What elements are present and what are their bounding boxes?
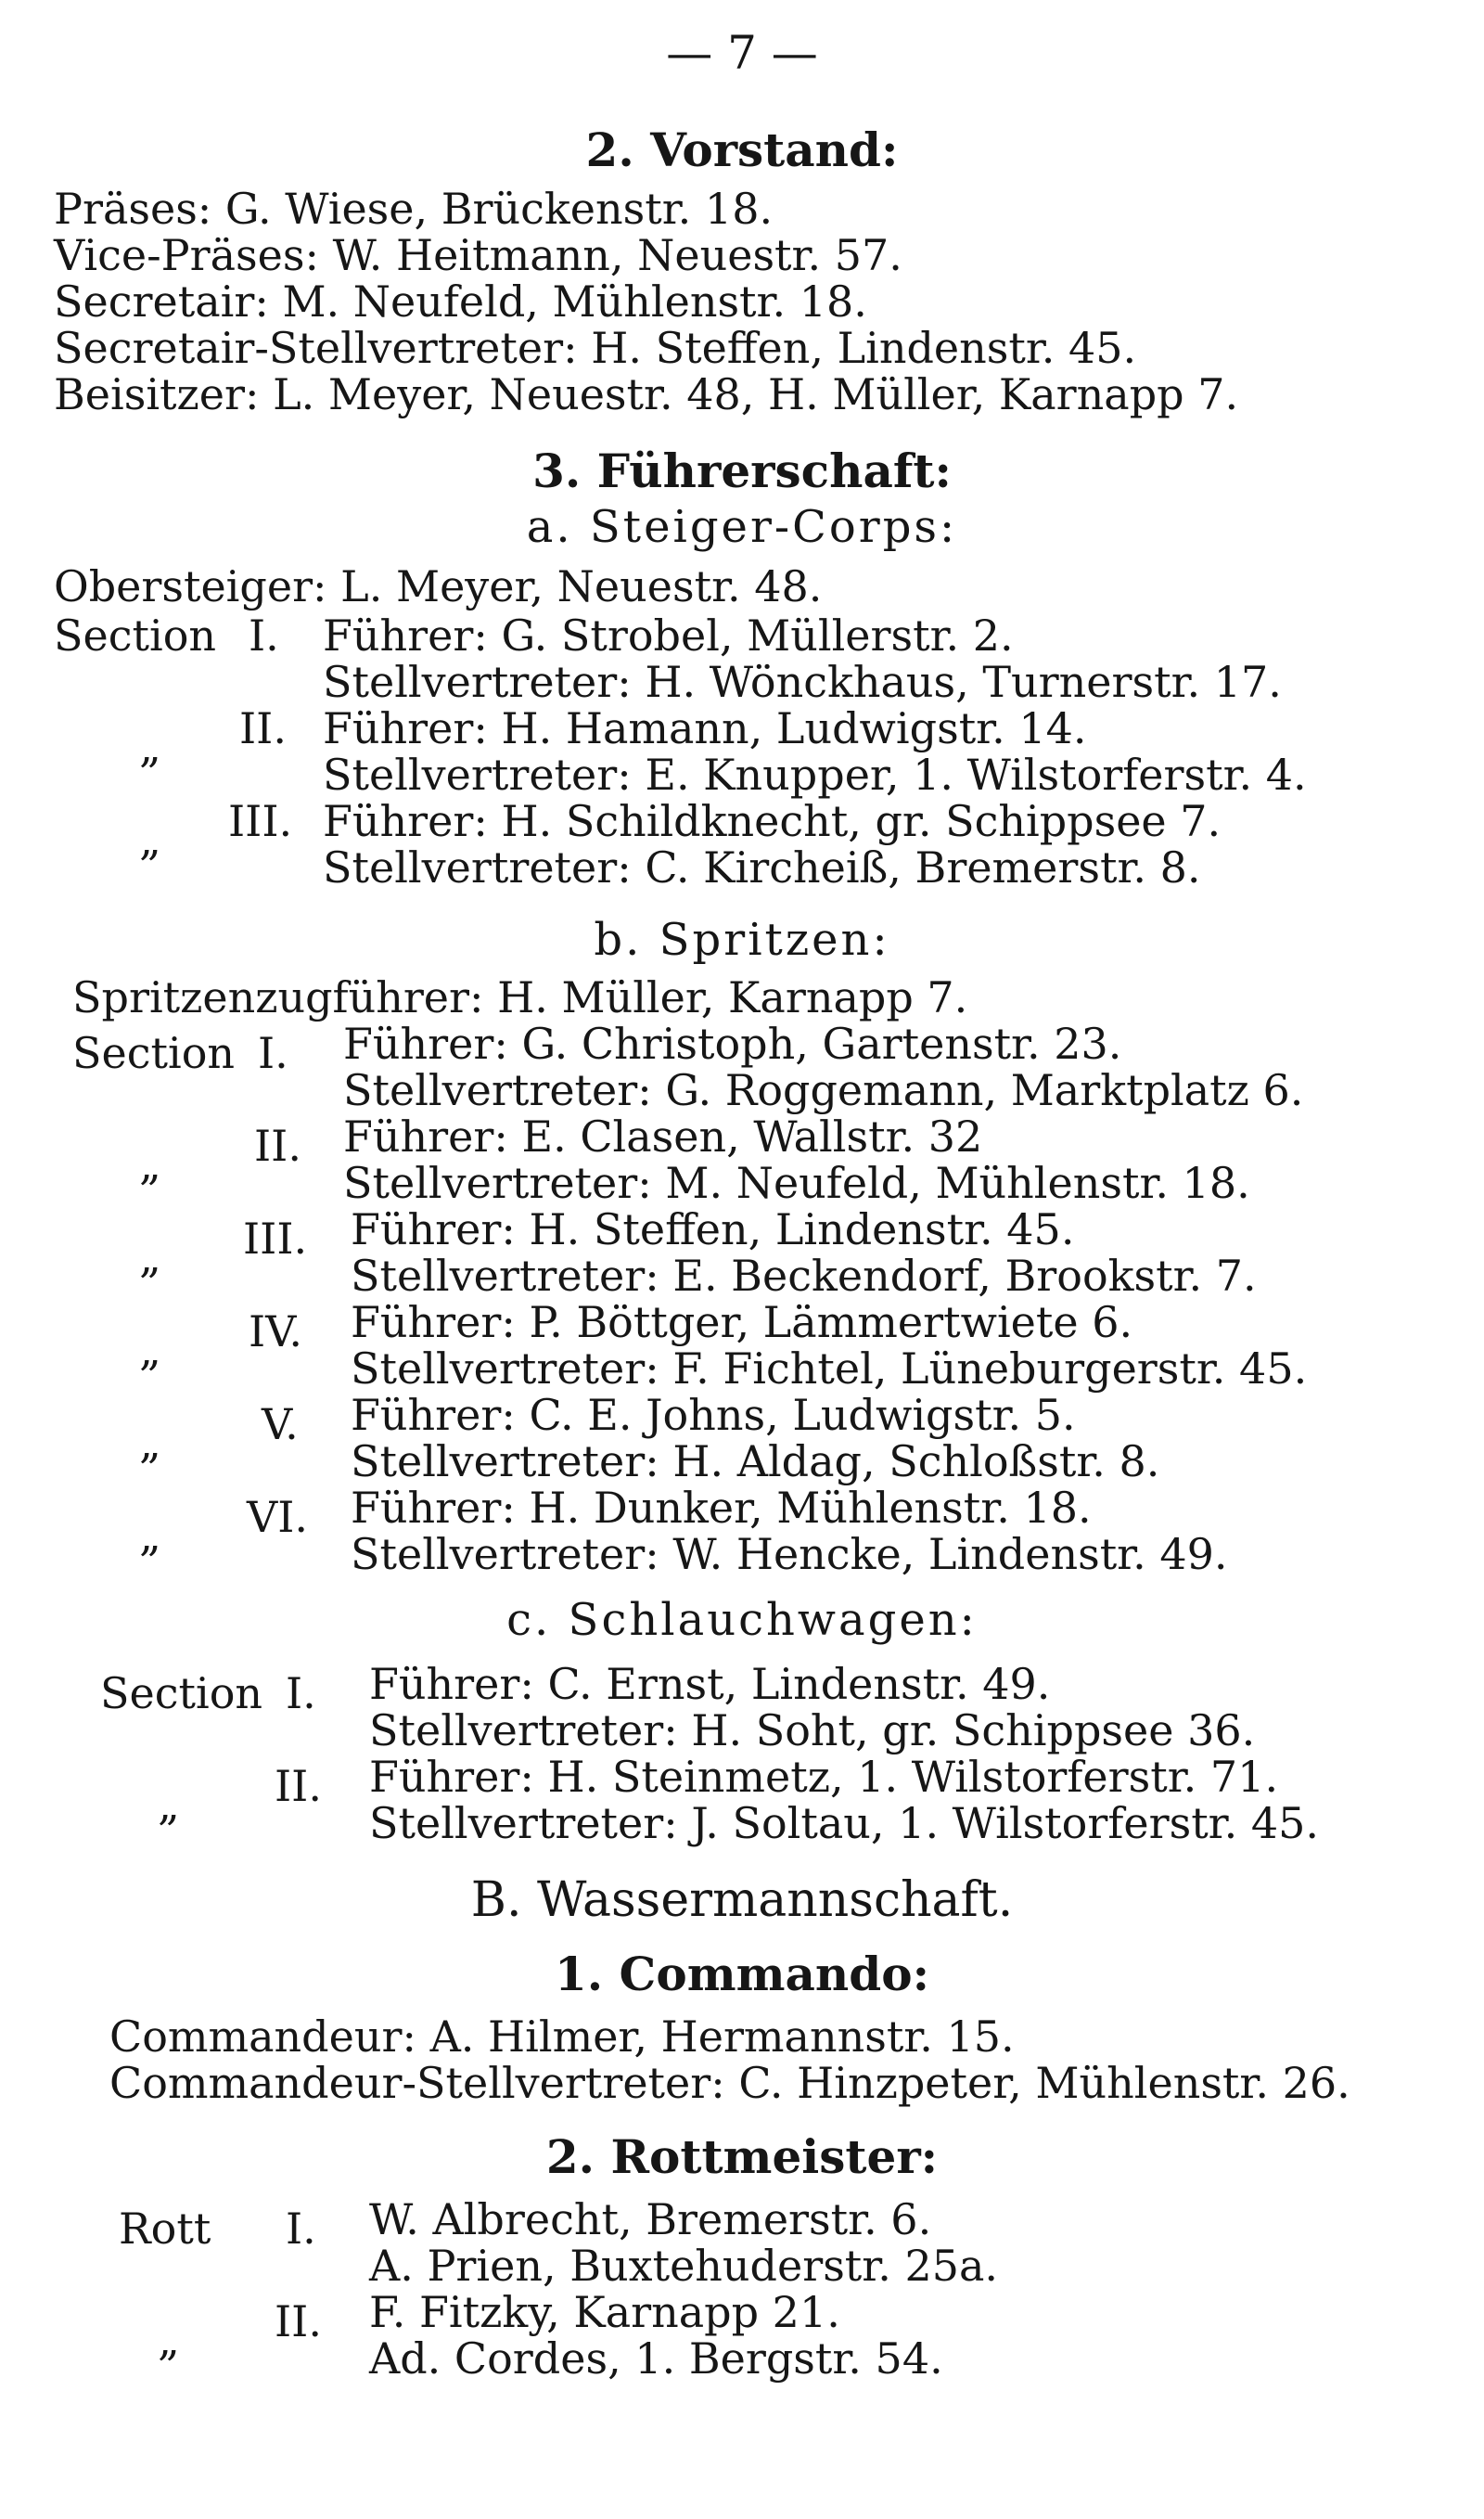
rottmeister-line: Ad. Cordes, 1. Bergstr. 54. — [369, 2333, 943, 2384]
vorstand-line: Secretair-Stellvertreter: H. Steffen, Lindenstr. 45. — [54, 323, 1137, 373]
stellvertreter-line: Stellvertreter: H. Wönckhaus, Turnerstr. 17. — [323, 657, 1282, 707]
vorstand-line: Beisitzer: L. Meyer, Neuestr. 48, H. Müller, Karnapp 7. — [54, 369, 1239, 419]
ditto-mark: „ — [139, 1510, 161, 1561]
section-number: I. — [258, 1028, 288, 1078]
rottmeister-line: A. Prien, Buxtehuderstr. 25a. — [369, 2241, 999, 2291]
fuehrer-line: Führer: H. Dunker, Mühlenstr. 18. — [351, 1483, 1092, 1533]
section-number: II. — [239, 703, 287, 753]
section-label: Section — [72, 1028, 236, 1078]
rottmeister-heading: 2. Rottmeister: — [545, 2129, 939, 2184]
section-number: III. — [243, 1214, 308, 1264]
fuehrer-line: Führer: G. Christoph, Gartenstr. 23. — [343, 1019, 1122, 1069]
section-number: VI. — [247, 1492, 309, 1542]
stellvertreter-line: Stellvertreter: M. Neufeld, Mühlenstr. 18. — [343, 1158, 1250, 1208]
ditto-mark: „ — [139, 1325, 161, 1375]
schlauchwagen-heading: c. Schlauchwagen: — [506, 1594, 978, 1646]
page-number: — 7 — — [666, 26, 818, 80]
wassermannschaft-heading: B. Wassermannschaft. — [470, 1872, 1014, 1928]
section-number: I. — [286, 1668, 316, 1718]
vorstand-line: Vice-Präses: W. Heitmann, Neuestr. 57. — [54, 230, 902, 280]
fuehrer-line: Führer: P. Böttger, Lämmertwiete 6. — [351, 1297, 1133, 1347]
stellvertreter-line: Stellvertreter: E. Beckendorf, Brookstr. 7. — [351, 1251, 1257, 1301]
stellvertreter-line: Stellvertreter: C. Kircheiß, Bremerstr. 8. — [323, 842, 1201, 893]
fuehrer-line: Führer: C. Ernst, Lindenstr. 49. — [369, 1659, 1051, 1709]
ditto-mark: „ — [139, 1232, 161, 1282]
section-label: Section — [54, 610, 217, 661]
ditto-mark: „ — [158, 2315, 180, 2365]
fuehrer-line: Führer: E. Clasen, Wallstr. 32 — [343, 1112, 983, 1162]
vorstand-heading: 2. Vorstand: — [585, 122, 899, 177]
ditto-mark: „ — [139, 815, 161, 865]
commando-heading: 1. Commando: — [554, 1947, 930, 2001]
stellvertreter-line: Stellvertreter: F. Fichtel, Lüneburgerstr. 45. — [351, 1343, 1308, 1394]
vorstand-line: Secretair: M. Neufeld, Mühlenstr. 18. — [54, 276, 867, 327]
spritzenzugfuehrer-line: Spritzenzugführer: H. Müller, Karnapp 7. — [72, 972, 968, 1022]
ditto-mark: „ — [158, 1780, 180, 1830]
section-number: II. — [254, 1121, 301, 1171]
stellvertreter-line: Stellvertreter: G. Roggemann, Marktplatz 6. — [343, 1065, 1304, 1115]
ditto-mark: „ — [139, 1139, 161, 1189]
fuehrer-line: Führer: G. Strobel, Müllerstr. 2. — [323, 610, 1014, 661]
fuehrerschaft-heading: 3. Führerschaft: — [532, 443, 952, 498]
stellvertreter-line: Stellvertreter: E. Knupper, 1. Wilstorferstr. 4. — [323, 750, 1307, 800]
stellvertreter-line: Stellvertreter: H. Soht, gr. Schippsee 36. — [369, 1705, 1256, 1755]
ditto-mark: „ — [139, 1418, 161, 1468]
fuehrer-line: Führer: H. Steinmetz, 1. Wilstorferstr. 71. — [369, 1752, 1279, 1802]
ditto-mark: „ — [139, 722, 161, 772]
section-number: V. — [262, 1399, 299, 1449]
section-label: Section — [100, 1668, 263, 1718]
stellvertreter-line: Stellvertreter: W. Hencke, Lindenstr. 49. — [351, 1529, 1228, 1579]
section-number: III. — [228, 796, 293, 846]
stellvertreter-line: Stellvertreter: H. Aldag, Schloßstr. 8. — [351, 1436, 1160, 1486]
fuehrer-line: Führer: H. Schildknecht, gr. Schippsee 7. — [323, 796, 1222, 846]
rott-label: Rott — [119, 2204, 211, 2254]
obersteiger-line: Obersteiger: L. Meyer, Neuestr. 48. — [54, 561, 823, 611]
section-number: IV. — [249, 1306, 302, 1356]
commando-line: Commandeur-Stellvertreter: C. Hinzpeter, Mühlenstr. 26. — [109, 2058, 1350, 2108]
rott-number: II. — [275, 2296, 322, 2346]
rottmeister-line: W. Albrecht, Bremerstr. 6. — [369, 2194, 932, 2244]
stellvertreter-line: Stellvertreter: J. Soltau, 1. Wilstorferstr. 45. — [369, 1798, 1320, 1848]
rottmeister-line: F. Fitzky, Karnapp 21. — [369, 2287, 840, 2337]
fuehrer-line: Führer: H. Steffen, Lindenstr. 45. — [351, 1204, 1075, 1254]
fuehrer-line: Führer: C. E. Johns, Ludwigstr. 5. — [351, 1390, 1076, 1440]
section-number: II. — [275, 1761, 322, 1811]
section-number: I. — [249, 610, 279, 661]
commando-line: Commandeur: A. Hilmer, Hermannstr. 15. — [109, 2011, 1015, 2062]
rott-number: I. — [286, 2204, 316, 2254]
fuehrer-line: Führer: H. Hamann, Ludwigstr. 14. — [323, 703, 1087, 753]
vorstand-line: Präses: G. Wiese, Brückenstr. 18. — [54, 184, 774, 234]
steiger-heading: a. Steiger-Corps: — [526, 501, 958, 553]
spritzen-heading: b. Spritzen: — [594, 914, 890, 966]
